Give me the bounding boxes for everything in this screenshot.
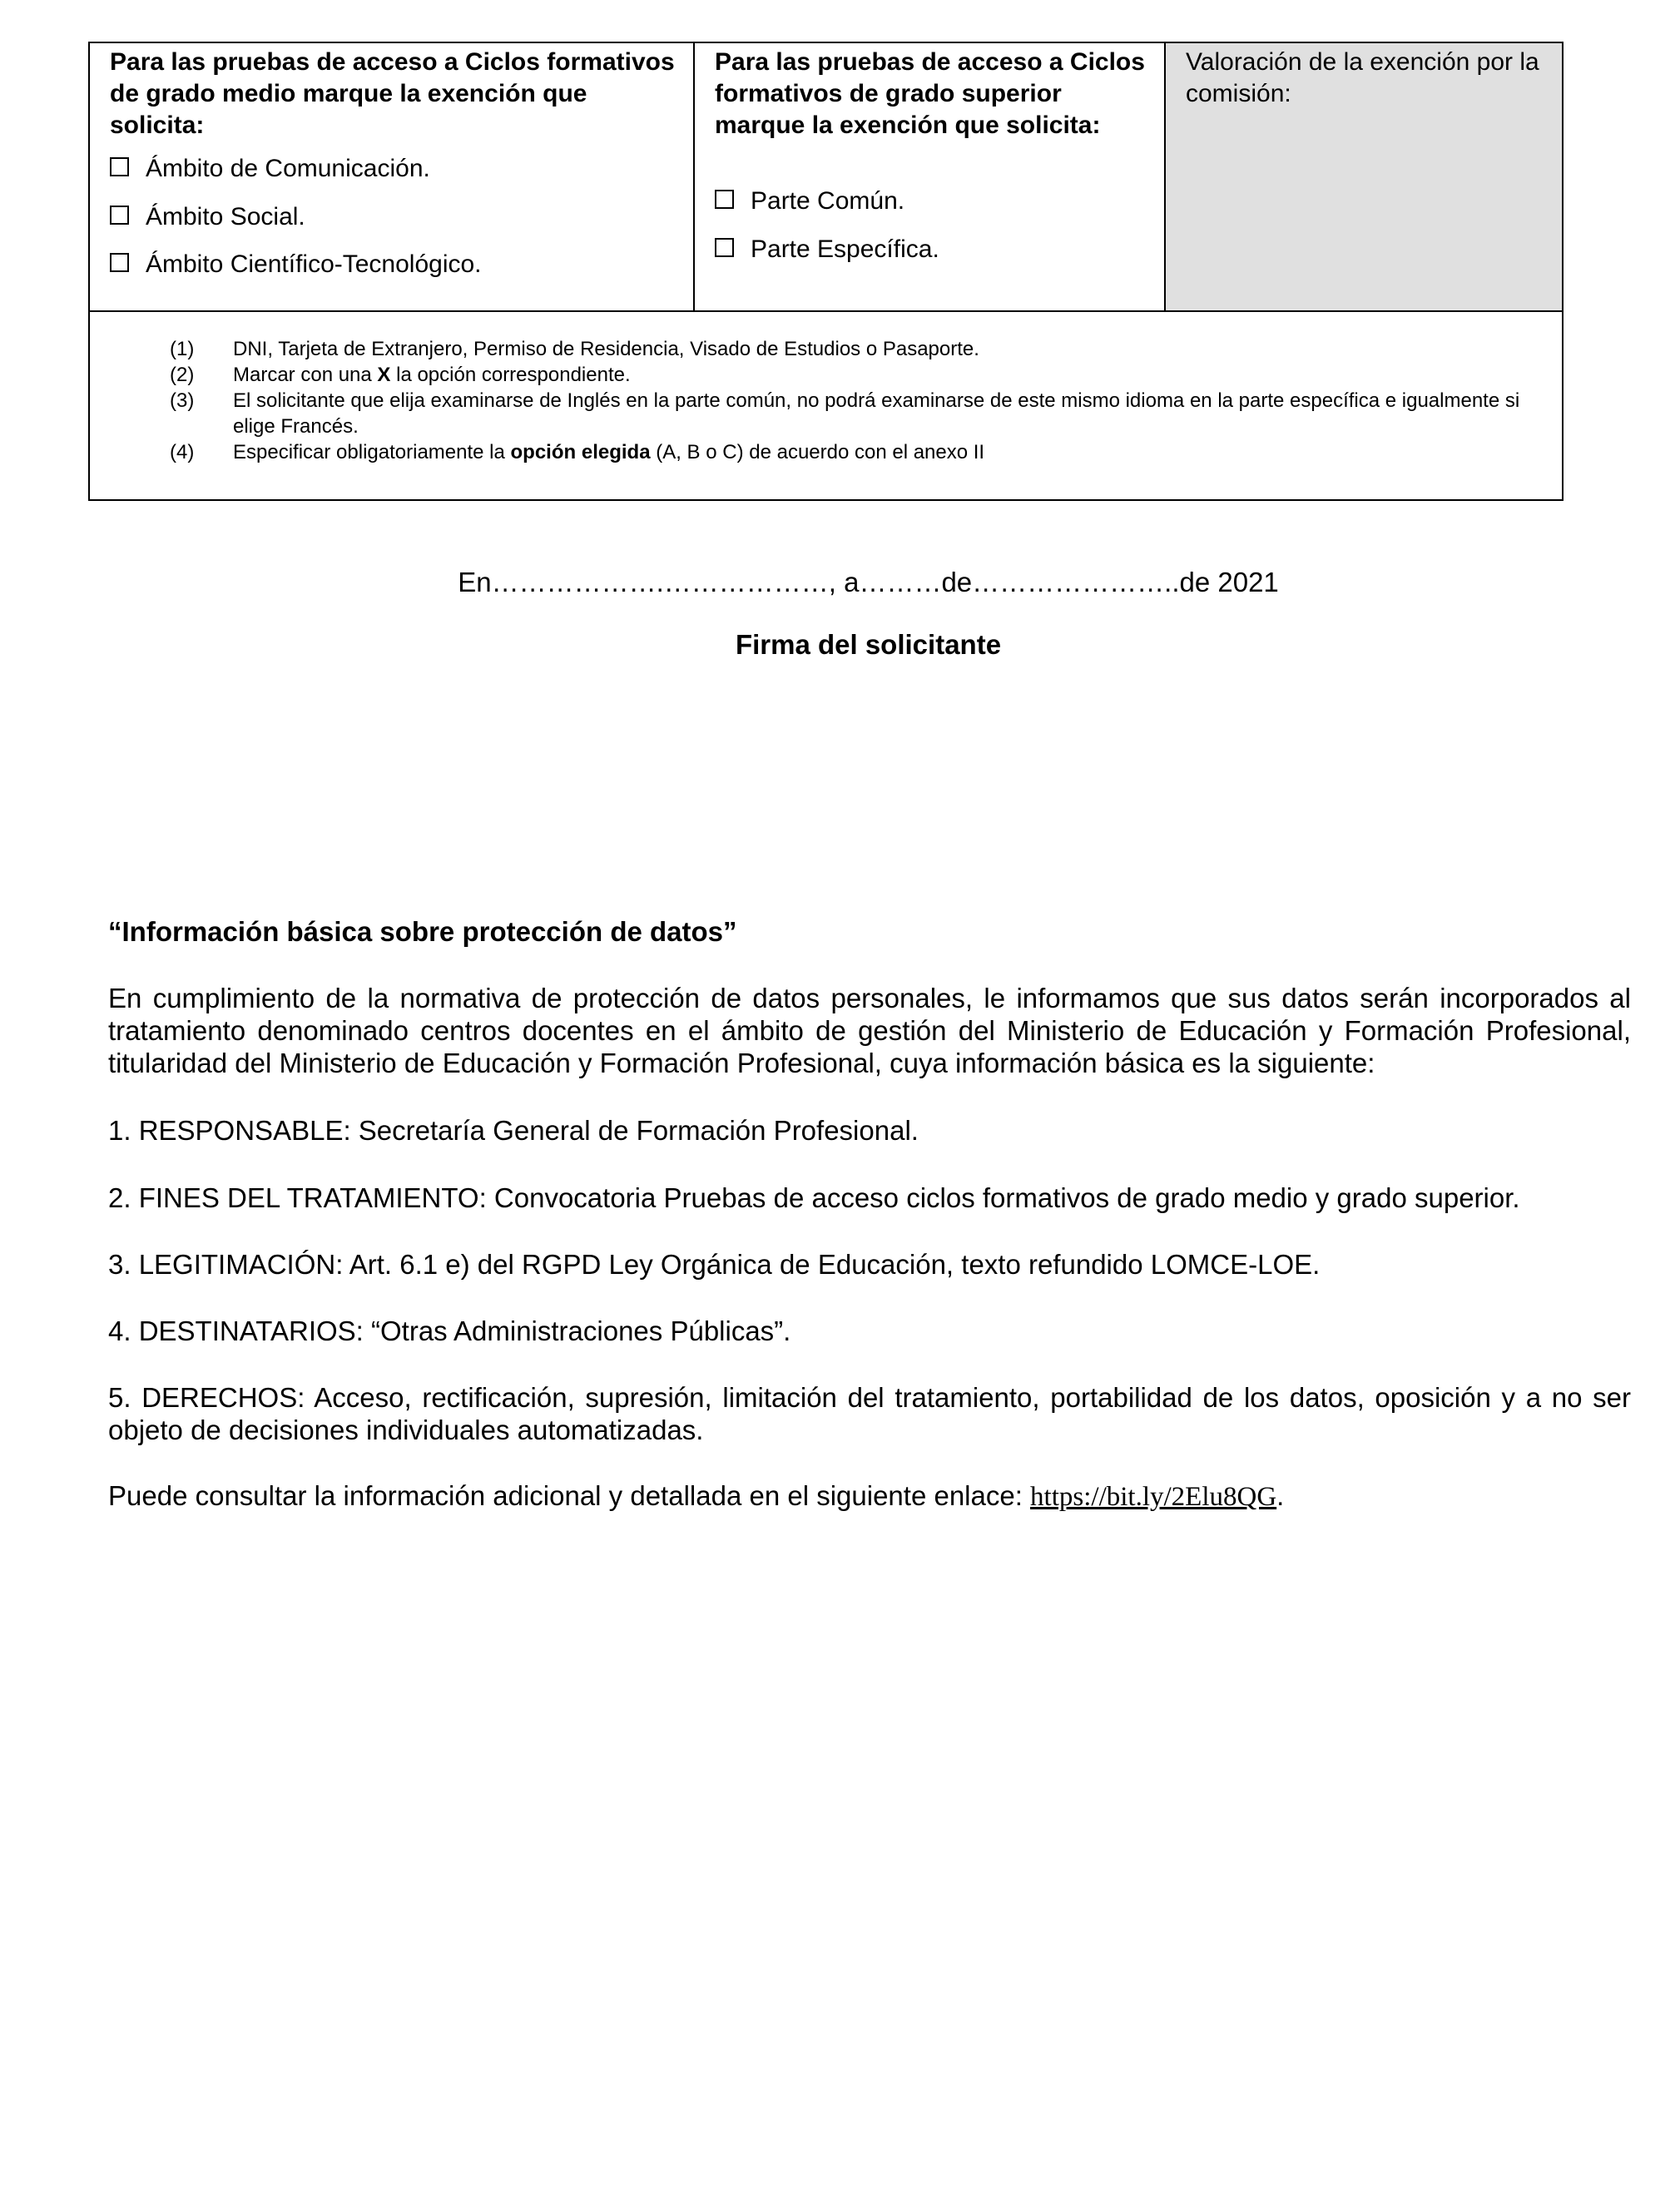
footnote-text-part: Especificar obligatoriamente la: [233, 441, 511, 463]
option-label: Ámbito Científico-Tecnológico.: [146, 250, 482, 278]
footnote-bold: opción elegida: [510, 441, 651, 463]
footnote-text: [233, 362, 1548, 388]
grado-medio-cell: [90, 43, 695, 312]
footnote-number: (3): [170, 389, 195, 412]
item-destinatarios: 4. DESTINATARIOS: “Otras Administraciones Públicas”.: [108, 1316, 791, 1346]
option-label: Parte Común.: [751, 187, 905, 215]
footnote-text-part: la opción correspondiente.: [390, 364, 631, 386]
footnote-number: (4): [170, 441, 195, 463]
option-parte-comun[interactable]: [715, 186, 904, 217]
info-link[interactable]: https://bit.ly/2Elu8QG: [1030, 1482, 1277, 1512]
footnote-text: DNI, Tarjeta de Extranjero, Permiso de Residencia, Visado de Estudios o Pasaporte.: [233, 338, 979, 360]
checkbox-icon[interactable]: [715, 238, 734, 257]
checkbox-icon[interactable]: [110, 206, 129, 225]
grado-superior-cell: [695, 43, 1166, 312]
valoracion-cell: [1166, 43, 1562, 312]
footnotes-cell: [90, 312, 1562, 499]
footnote-text-part: Marcar con una: [233, 364, 378, 386]
date-place-line[interactable]: En……………….………………, a………de…………………..de 2021: [458, 567, 1279, 597]
item-fines: 2. FINES DEL TRATAMIENTO: Convocatoria Pruebas de acceso ciclos formativos de grado medio y grado superior.: [108, 1182, 1520, 1213]
option-label: Ámbito Social.: [146, 203, 305, 230]
footnote-text: El solicitante que elija examinarse de Inglés en la parte común, no podrá examinarse de este mismo idioma en la parte específica e igualmente si elige Francés.: [233, 389, 1520, 438]
more-info-line: [108, 1479, 1631, 1514]
data-protection-intro: En cumplimiento de la normativa de protección de datos personales, le informamos que sus datos serán incorporados al tratamiento denominado centros docentes en el ámbito de gestión del Ministerio de Educación y Formación Profesional, titularidad del Ministerio de Educación y Formación Profesional, cuya información básica es la siguiente:: [108, 983, 1631, 1078]
option-ambito-social[interactable]: [110, 201, 305, 233]
footnote-number: (1): [170, 338, 195, 360]
option-parte-especifica[interactable]: [715, 234, 939, 265]
footnote-number: (2): [170, 364, 195, 386]
link-suffix: .: [1276, 1480, 1285, 1511]
checkbox-icon[interactable]: [110, 253, 129, 272]
grado-medio-heading: Para las pruebas de acceso a Ciclos formativos de grado medio marque la exención que solicita:: [110, 48, 675, 139]
option-ambito-cientifico-tecnologico[interactable]: [110, 249, 482, 280]
option-label: Ámbito de Comunicación.: [146, 155, 430, 182]
item-derechos: 5. DERECHOS: Acceso, rectificación, supresión, limitación del tratamiento, portabilidad de los datos, oposición y a no ser objeto de decisiones individuales automatizadas.: [108, 1382, 1631, 1445]
signature-label: Firma del solicitante: [735, 629, 1002, 660]
footnote-text-part: (A, B o C) de acuerdo con el anexo II: [650, 441, 985, 463]
exemption-table: [88, 42, 1564, 501]
item-legitimacion: 3. LEGITIMACIÓN: Art. 6.1 e) del RGPD Ley Orgánica de Educación, texto refundido LOMCE-LOE.: [108, 1249, 1321, 1280]
option-label: Parte Específica.: [751, 235, 939, 263]
checkbox-icon[interactable]: [110, 157, 129, 176]
checkbox-icon[interactable]: [715, 190, 734, 209]
data-protection-title: “Información básica sobre protección de datos”: [108, 916, 737, 947]
item-responsable: 1. RESPONSABLE: Secretaría General de Formación Profesional.: [108, 1115, 919, 1146]
more-info-text: Puede consultar la información adicional y detallada en el siguiente enlace:: [108, 1480, 1031, 1511]
valoracion-heading: Valoración de la exención por la comisión:: [1186, 48, 1539, 107]
grado-superior-heading: Para las pruebas de acceso a Ciclos formativos de grado superior marque la exención que solicita:: [715, 48, 1145, 139]
footnote-bold: X: [377, 364, 391, 386]
option-ambito-comunicacion[interactable]: [110, 153, 430, 185]
footnote-text: [233, 439, 1548, 465]
